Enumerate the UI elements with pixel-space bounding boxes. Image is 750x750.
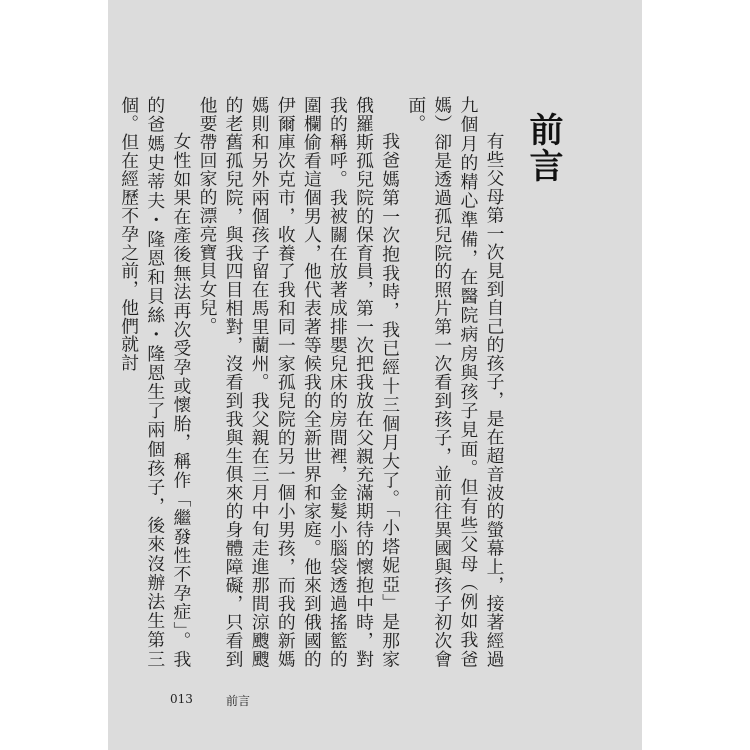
chapter-title: 前言 [523,112,563,184]
book-page [108,0,642,750]
running-head: 前言 [226,694,251,708]
paragraph-2: 我爸媽第一次抱我時，我已經十三個月大了。「小塔妮亞」是那家俄羅斯孤兒院的保育員，第一次把我放在父親充滿期待的懷抱中時，對我的稱呼。我被關在放著成排嬰兒床的房間裡，金髮小腦袋透過搖籃的圍欄偷看這個男人，他代表著等候我的全新世界和家庭。他來到俄國的伊爾庫次克市，收養了我和同一家孤兒院的另一個小男孩，而我的新媽媽則和另外兩個孩子留在馬里蘭州。我父親在三月中旬走進那間涼颼颼的老舊孤兒院，與我四目相對，沒看到我與生俱來的身體障礙，只看到他要帶回家的漂亮寶貝女兒。 [196,96,401,668]
page-number: 013 [170,692,193,706]
paragraph-1: 有些父母第一次見到自己的孩子，是在超音波的螢幕上，接著經過九個月的精心準備，在醫院病房與孩子見面。但有些父母（例如我爸媽）卻是透過孤兒院的照片第一次看到孩子，並前往異國與孩子初次會面。 [405,96,505,668]
body-text [118,96,507,668]
paragraph-3: 女性如果在產後無法再次受孕或懷胎，稱作「繼發性不孕症」。我的爸媽史蒂夫・隆恩和貝絲・隆恩生了兩個孩子，後來沒辦法生第三個。但在經歷不孕之前，他們就討 [118,96,192,668]
